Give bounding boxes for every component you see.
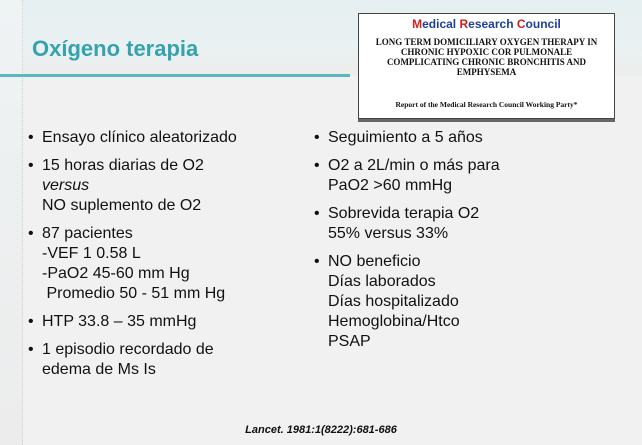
bullet-text: 55% versus 33% [328,225,449,242]
bullet-text: 87 pacientes [42,225,133,242]
bullet-text: -PaO2 45-60 mm Hg [42,265,190,282]
list-item [28,128,308,148]
bullet-icon: • [314,253,320,270]
bullet-icon: • [314,205,320,222]
mrc-report-line: Report of the Medical Research Council Working Party* [395,100,578,109]
bullet-icon: • [28,129,34,146]
bullet-text-versus: versus [42,177,90,194]
mrc-header-m: M [412,17,423,31]
bullet-text: PaO2 >60 mmHg [328,177,453,194]
bullet-text: Ensayo clínico aleatorizado [42,129,237,146]
mrc-header-c: C [516,17,526,31]
bullet-icon: • [28,225,34,242]
bullet-text: Días laborados [328,273,436,290]
left-margin-strip [0,0,23,445]
bullet-text: NO suplemento de O2 [42,197,202,214]
list-item [28,224,308,304]
bullet-icon: • [28,157,34,174]
bullet-text: PSAP [328,333,371,350]
list-item-highlight [314,204,614,244]
bullet-text: Días hospitalizado [328,293,459,310]
bullet-icon: • [28,341,34,358]
list-item [28,156,308,216]
bullet-text: Seguimiento a 5 años [328,129,483,146]
bullet-text: 15 horas diarias de O2 [42,157,204,174]
title-underline [0,74,350,77]
list-item [314,128,614,148]
bullet-text: NO beneficio [328,253,421,270]
list-item [28,312,308,332]
mrc-header-r: R [459,17,469,31]
mrc-paper-excerpt [358,13,615,119]
bullet-icon: • [28,313,34,330]
mrc-header-esearch: esearch [468,17,517,31]
bullet-text: 1 episodio recordado de [42,341,214,358]
bullet-text: HTP 33.8 – 35 mmHg [42,313,197,330]
bullet-text: Sobrevida terapia O2 [328,205,480,222]
bullet-icon: • [314,129,320,146]
list-item [28,340,308,380]
left-bullet-list [28,128,308,388]
bullet-text: O2 a 2L/min o más para [328,157,500,174]
mrc-header-edical: edical [422,17,460,31]
mrc-study-title: LONG TERM DOMICILIARY OXYGEN THERAPY IN CHRONIC HYPOXIC COR PULMONALE COMPLICATING CHRONIC BRONCHITIS AND EMPHYSEMA [375,37,598,77]
mrc-header [359,17,614,31]
list-item [314,156,614,196]
bullet-text: edema de Ms Is [42,361,156,378]
mrc-header-ouncil: ouncil [525,17,561,31]
bullet-text: Hemoglobina/Htco [328,313,460,330]
citation: Lancet. 1981:1(8222):681-686 [245,424,397,436]
bullet-text: Promedio 50 - 51 mm Hg [42,285,226,302]
bullet-text: -VEF 1 0.58 L [42,245,141,262]
right-bullet-list [314,128,614,360]
list-item [314,252,614,352]
slide-title: Oxígeno terapia [32,36,199,61]
bullet-icon: • [314,157,320,174]
